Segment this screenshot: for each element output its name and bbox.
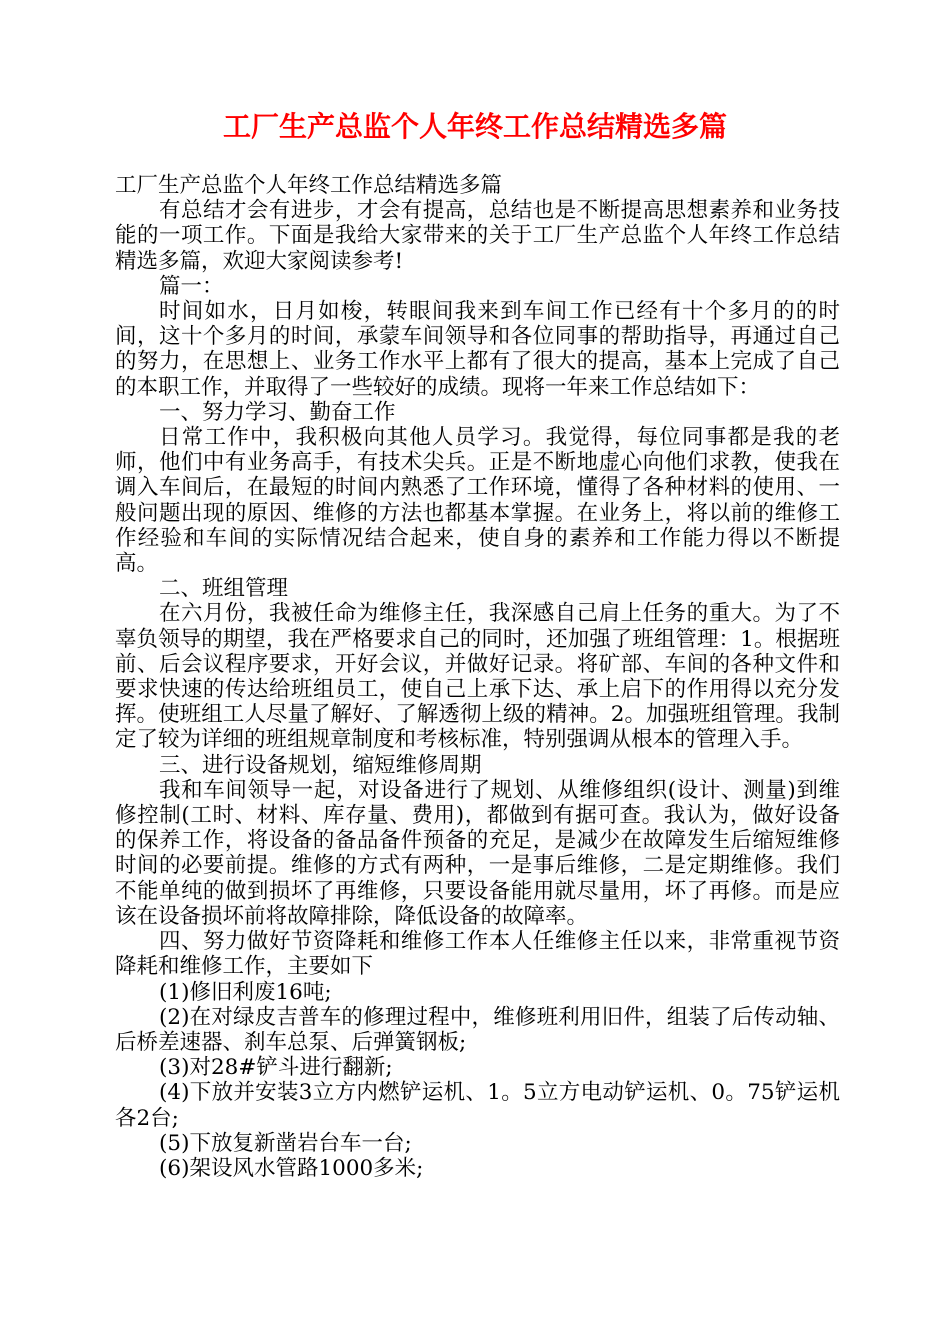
- section-heading-3: 三、进行设备规划，缩短维修周期: [159, 752, 482, 778]
- section-heading-1: 一、努力学习、勤奋工作: [159, 399, 396, 425]
- section-heading-2: 二、班组管理: [159, 576, 289, 602]
- paragraph-3: 时间如水，日月如梭，转眼间我来到车间工作已经有十个多月的的时间，这十个多月的时间，承蒙车间领导和各位同事的帮助指导，再通过自己的努力，在思想上、业务工作水平上都有了很大的提高，基本上完成了自己的本职工作，并取得了一些较好的成绩。现将一年来工作总结如下：: [115, 299, 840, 400]
- document-body: [115, 173, 840, 1181]
- list-item-3: (3)对28#铲斗进行翻新;: [159, 1055, 393, 1081]
- paragraph-7: 在六月份，我被任命为维修主任，我深感自己肩上任务的重大。为了不辜负领导的期望，我在严格要求自己的同时，还加强了班组管理：1。根据班前、后会议程序要求，开好会议，并做好记录。将矿部、车间的各种文件和要求快速的传达给班组员工，使自己上承下达、承上启下的作用得以充分发挥。使班组工人尽量了解好、了解透彻上级的精神。2。加强班组管理。我制定了较为详细的班组规章制度和考核标准，特别强调从根本的管理入手。: [115, 601, 840, 753]
- document-title: 工厂生产总监个人年终工作总结精选多篇: [222, 110, 727, 143]
- list-item-6: (6)架设风水管路1000多米;: [159, 1155, 424, 1181]
- paragraph-1: 有总结才会有进步，才会有提高，总结也是不断提高思想素养和业务技能的一项工作。下面是我给大家带来的关于工厂生产总监个人年终工作总结精选多篇，欢迎大家阅读参考!: [115, 198, 840, 274]
- paragraph-2: 篇一：: [159, 273, 224, 299]
- section-heading-4: 四、努力做好节资降耗和维修工作本人任维修主任以来，非常重视节资降耗和维修工作，主要如下: [115, 929, 840, 980]
- paragraph-9: 我和车间领导一起，对设备进行了规划、从维修组织(设计、测量)到维修控制(工时、材料、库存量、费用)，都做到有据可查。我认为，做好设备的保养工作，将设备的备品备件预备的充足，是减少在故障发生后缩短维修时间的必要前提。维修的方式有两种，一是事后维修，二是定期维修。我们不能单纯的做到损坏了再维修，只要设备能用就尽量用，坏了再修。而是应该在设备损坏前将故障排除，降低设备的故障率。: [115, 777, 840, 929]
- list-item-5: (5)下放复新凿岩台车一台;: [159, 1130, 412, 1156]
- list-item-2: (2)在对绿皮吉普车的修理过程中，维修班利用旧件，组装了后传动轴、后桥差速器、刹车总泵、后弹簧钢板;: [115, 1004, 840, 1055]
- paragraph-0: 工厂生产总监个人年终工作总结精选多篇: [115, 173, 503, 198]
- list-item-4: (4)下放并安装3立方内燃铲运机、1。5立方电动铲运机、0。75铲运机各2台;: [115, 1080, 840, 1131]
- list-item-1: (1)修旧利废16吨;: [159, 979, 332, 1005]
- paragraph-5: 日常工作中，我积极向其他人员学习。我觉得，每位同事都是我的老师，他们中有业务高手，有技术尖兵。正是不断地虚心向他们求教，使我在调入车间后，在最短的时间内熟悉了工作环境，懂得了各种材料的使用、一般问题出现的原因、维修的方法也都基本掌握。在业务上，将以前的维修工作经验和车间的实际情况结合起来，使自身的素养和工作能力得以不断提高。: [115, 425, 840, 577]
